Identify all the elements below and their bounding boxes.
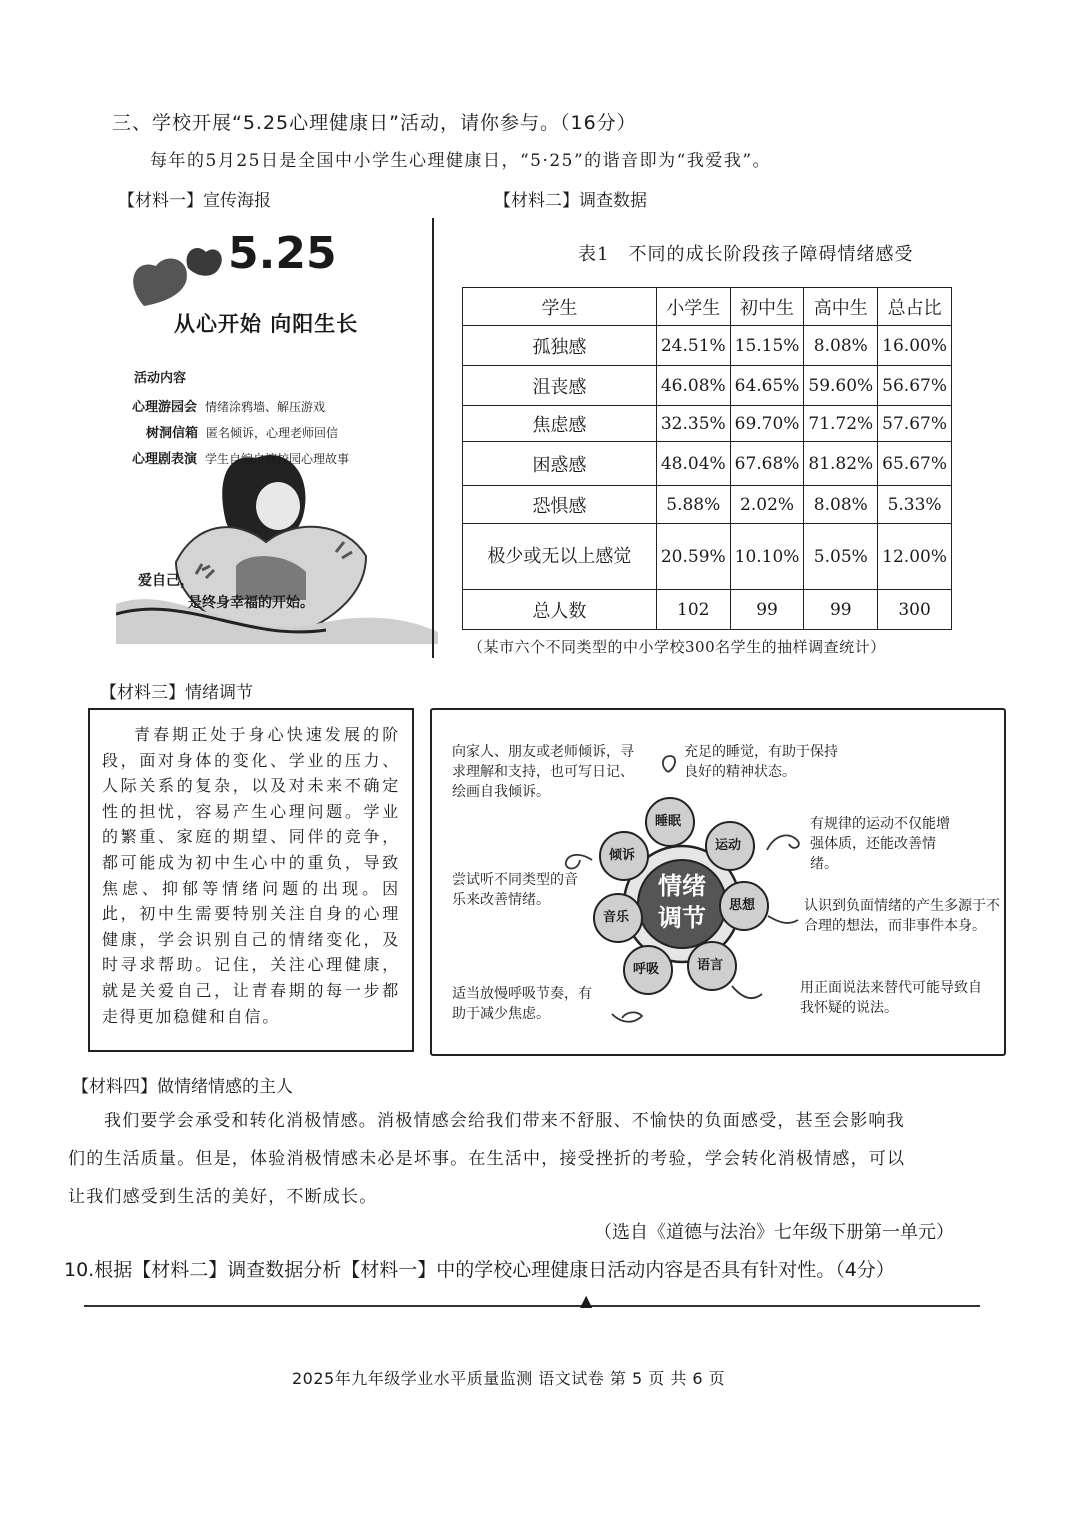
tip-language: 用正面说法来替代可能导致自我怀疑的说法。	[800, 980, 982, 1016]
poster-motto-2: 是终身幸福的开始。	[188, 595, 314, 611]
question-10: 10.根据【材料二】调查数据分析【材料一】中的学校心理健康日活动内容是否具有针对性。（4分）	[64, 1259, 895, 1281]
table-caption: 表1 不同的成长阶段孩子障碍情绪感受	[578, 244, 914, 265]
material4-label: 【材料四】做情绪情感的主人	[72, 1077, 293, 1097]
table-row: 恐惧感 5.88% 2.02% 8.08% 5.33%	[463, 486, 952, 524]
node-sleep: 睡眠	[655, 814, 682, 829]
tip-sleep: 充足的睡觉，有助于保持良好的精神状态。	[684, 744, 838, 780]
heart-icon	[187, 248, 222, 276]
column-divider	[432, 218, 434, 658]
material3-text: 青春期正处于身心快速发展的阶段，面对身体的变化、学业的压力、人际关系的复杂，以及对未来不确定性的担忧，容易产生心理问题。学业的繁重、家庭的期望、同伴的竞争，都可能成为初中生心中的重负，导致焦虑、抑郁等情绪问题的出现。因此，初中生需要特别关注自身的心理健康，学会识别自己的情绪变化，及时寻求帮助。记住，关注心理健康，就是关爱自己，让青春期的每一步都走得更加稳健和自信。	[102, 725, 400, 1026]
table-row: 极少或无以上感觉 20.59% 10.10% 5.05% 12.00%	[463, 524, 952, 590]
material4-line: 们的生活质量。但是，体验消极情感未必是坏事。在生活中，接受挫折的考验，学会转化消极情感，可以	[68, 1149, 906, 1169]
material1-label: 【材料一】宣传海报	[118, 191, 271, 211]
tip-breath: 适当放慢呼吸节奏，有助于减少焦虑。	[452, 986, 592, 1022]
table-header: 初中生	[730, 288, 804, 326]
table-row: 困惑感 48.04% 67.68% 81.82% 65.67%	[463, 442, 952, 486]
tip-thought: 认识到负面情绪的产生多源于不合理的想法，而非事件本身。	[804, 898, 1000, 934]
table-row: 焦虑感 32.35% 69.70% 71.72% 57.67%	[463, 406, 952, 442]
material3-textbox	[88, 708, 414, 1052]
heart-icon	[133, 259, 187, 306]
activity-heading: 活动内容	[134, 371, 187, 386]
answer-line[interactable]	[84, 1305, 980, 1307]
material3-label: 【材料三】情绪调节	[100, 683, 253, 703]
tip-talk: 向家人、朋友或老师倾诉，寻求理解和支持，也可写日记、绘画自我倾诉。	[452, 744, 634, 800]
node-music: 音乐	[603, 910, 630, 925]
table-header: 学生	[463, 288, 657, 326]
table-header-row	[463, 288, 952, 326]
table-header: 总占比	[878, 288, 952, 326]
node-thought: 思想	[729, 898, 756, 913]
answer-marker: ▲	[580, 1291, 593, 1310]
material4-line: 我们要学会承受和转化消极情感。消极情感会给我们带来不舒服、不愉快的负面感受，甚至会影响我	[104, 1111, 905, 1131]
material2-label: 【材料二】调查数据	[494, 191, 647, 211]
activity-item: 心理游园会 情绪涂鸦墙、解压游戏	[132, 400, 326, 415]
tip-sport: 有规律的运动不仅能增强体质，还能改善情绪。	[810, 816, 950, 872]
emotion-regulation-diagram	[430, 708, 1006, 1056]
section-title: 三、学校开展“5.25心理健康日”活动，请你参与。（16分）	[112, 112, 637, 134]
table-row: 孤独感 24.51% 15.15% 8.08% 16.00%	[463, 326, 952, 366]
table-row: 沮丧感 46.08% 64.65% 59.60% 56.67%	[463, 366, 952, 406]
table-row: 总人数 102 99 99 300	[463, 590, 952, 630]
page-footer: 2025年九年级学业水平质量监测 语文试卷 第 5 页 共 6 页	[292, 1369, 726, 1388]
material4-line: 让我们感受到生活的美好，不断成长。	[68, 1187, 378, 1207]
node-breath: 呼吸	[633, 962, 660, 977]
table-header: 小学生	[656, 288, 730, 326]
node-language: 语言	[697, 958, 724, 973]
activity-item: 树洞信箱 匿名倾诉，心理老师回信	[146, 426, 339, 441]
poster-motto-1: 爱自己，	[138, 573, 194, 589]
node-talk: 倾诉	[609, 848, 636, 863]
survey-table	[462, 287, 952, 630]
poster-date: 5.25	[228, 228, 337, 279]
node-sport: 运动	[715, 838, 742, 853]
poster-slogan: 从心开始 向阳生长	[174, 312, 359, 336]
activity-item: 心理剧表演 学生自编自演校园心理故事	[132, 452, 350, 467]
material4-source: （选自《道德与法治》七年级下册第一单元）	[594, 1222, 954, 1243]
intro-text: 每年的5月25日是全国中小学生心理健康日，“5·25”的谐音即为“我爱我”。	[150, 151, 772, 171]
table-header: 高中生	[804, 288, 878, 326]
diagram-center: 情绪 调节	[658, 872, 706, 932]
table-note: （某市六个不同类型的中小学校300名学生的抽样调查统计）	[468, 638, 886, 656]
promo-poster	[116, 222, 438, 644]
tip-music: 尝试听不同类型的音乐来改善情绪。	[452, 872, 578, 908]
